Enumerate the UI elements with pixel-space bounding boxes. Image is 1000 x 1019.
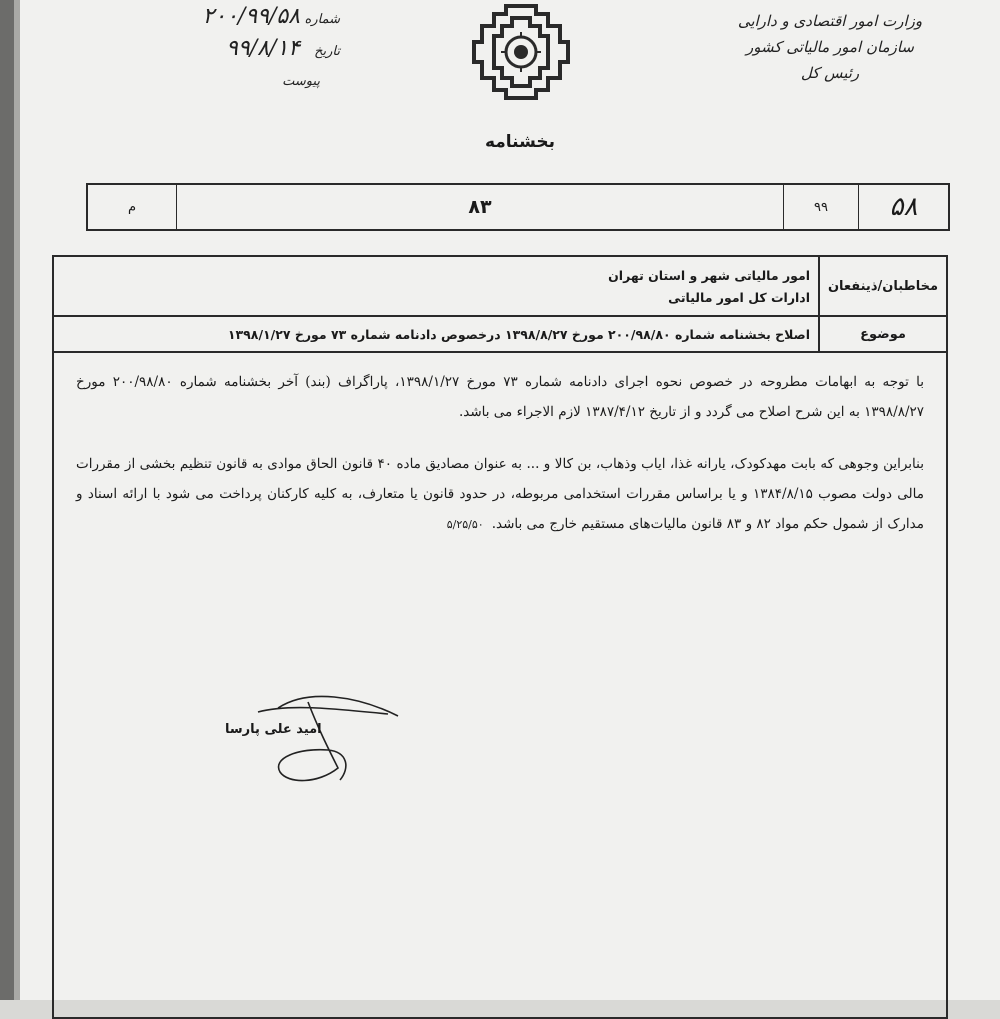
- paragraph-2-text: بنابراین وجوهی که بابت مهدکودک، یارانه غذا، ایاب وذهاب، بن کالا و ... به عنوان مصادیق ماده ۴۰ قانون الحاق موادی به قانون تنظیم بخشی از مقررات مالی دولت مصوب ۱۳۸۴/۸/۱۵ و یا براساس مقررات استخدامی مربوطه، در حدود قانون یا متعارف، به کلیه کارکنان پرداخت می شود با ارائه اسناد و مدارک از شمول حکم مواد ۸۲ و ۸۳ قانون مالیات‌های مستقیم خارج می باشد.: [76, 456, 925, 532]
- paragraph-1: با توجه به ابهامات مطروحه در خصوص نحوه اجرای دادنامه شماره ۷۳ مورخ ۱۳۹۸/۱/۲۷، پاراگراف (بند) آخر بخشنامه شماره ۲۰۰/۹۸/۸۰ مورخ ۱۳۹۸/۸/۲۷ به این شرح اصلاح می گردد و از تاریخ ۱۳۸۷/۴/۱۲ لازم الاجراء می باشد.: [76, 374, 925, 420]
- date-value: ۹۹/۸/۱۴: [226, 36, 300, 61]
- number-label: شماره: [304, 12, 340, 27]
- recipients-label: مخاطبان/ذینفعان: [818, 257, 946, 315]
- recipient-item: امور مالیاتی شهر و استان تهران: [608, 268, 810, 283]
- date-row: [90, 36, 340, 68]
- organization-name: سازمان امور مالیاتی کشور: [746, 38, 914, 56]
- ministry-letterhead: [700, 8, 960, 86]
- document-title: بخشنامه: [484, 132, 556, 152]
- circular-year: ۹۹: [784, 185, 859, 229]
- recipients-row: [54, 257, 946, 317]
- number-row: [90, 4, 340, 36]
- letter-metadata: [90, 4, 340, 94]
- recipient-item: ادارات کل امور مالیاتی: [668, 290, 810, 305]
- page-edge-shadow: [0, 0, 14, 1000]
- number-value: ۲۰۰/۹۹/۵۸: [202, 4, 300, 29]
- signer-name: امید علی پارسا: [225, 722, 322, 737]
- ministry-name: وزارت امور اقتصادی و دارایی: [737, 12, 923, 30]
- subject-label: موضوع: [818, 317, 946, 351]
- handwritten-signature: [248, 688, 408, 788]
- paragraph-2: [76, 449, 924, 540]
- subject-text: اصلاح بخشنامه شماره ۲۰۰/۹۸/۸۰ مورخ ۱۳۹۸/۸/۲۷ درخصوص دادنامه شماره ۷۳ مورخ ۱۳۹۸/۱/۲۷: [227, 326, 810, 342]
- circular-text: [54, 353, 946, 540]
- circular-code: م: [88, 185, 177, 229]
- date-label: تاریخ: [314, 44, 340, 59]
- subject-row: [54, 317, 946, 353]
- tax-organization-emblem-icon: [468, 2, 574, 102]
- recipients-list: [54, 257, 818, 315]
- document-page: [20, 0, 1000, 1000]
- circular-number-box: [86, 183, 950, 231]
- circular-number: ۸۳: [177, 185, 784, 229]
- office-name: رئیس کل: [800, 64, 860, 82]
- paragraph-code: ۵/۲۵/۵۰: [446, 518, 484, 531]
- attachment-label: پیوست: [282, 74, 320, 89]
- circular-body-table: [52, 255, 948, 1019]
- attachment-row: [90, 68, 340, 94]
- circular-series: ۵۸: [889, 192, 918, 222]
